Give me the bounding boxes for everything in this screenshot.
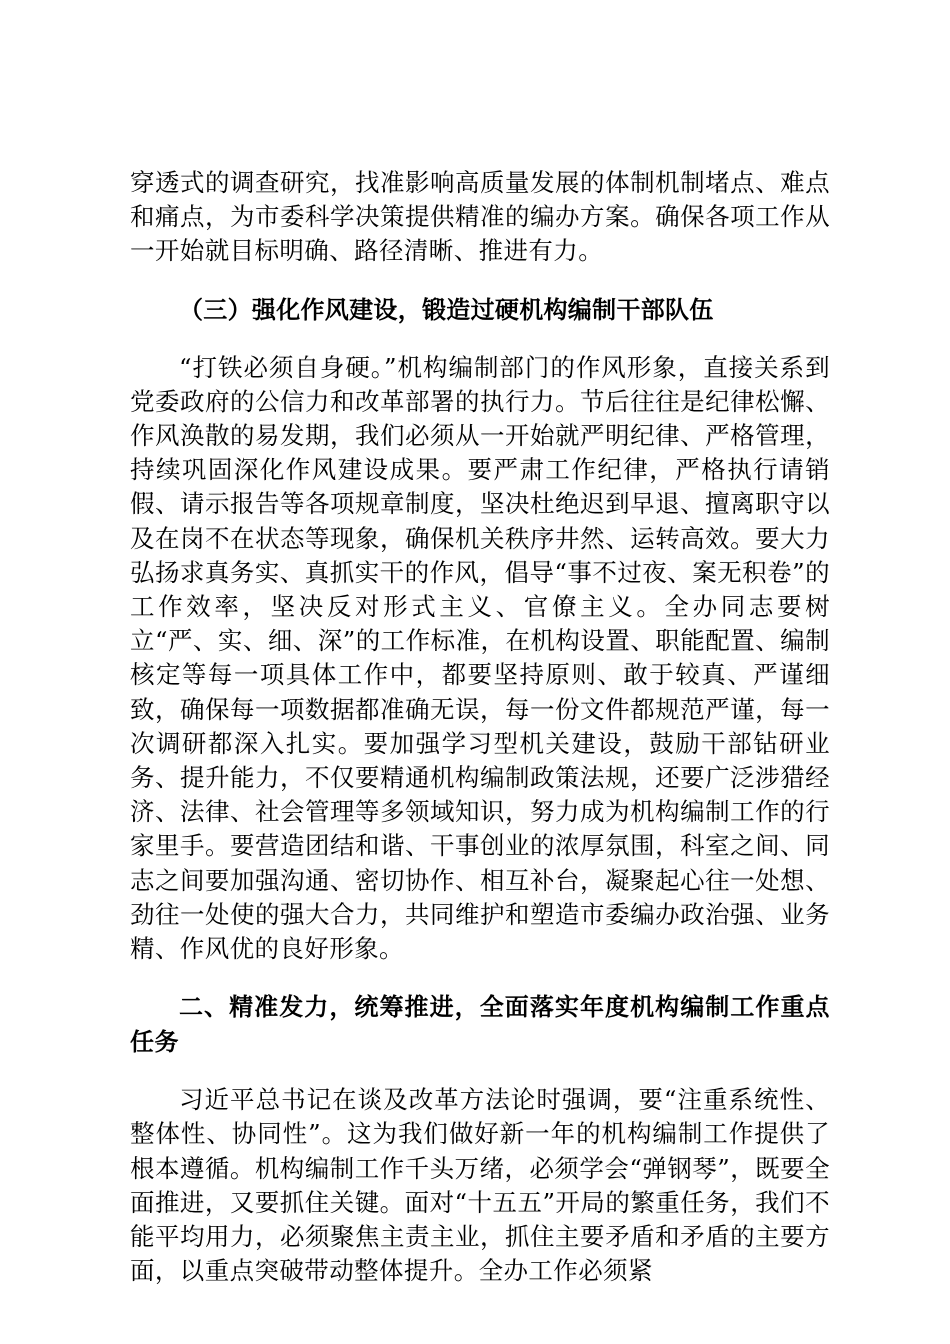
part-2-paragraph: 习近平总书记在谈及改革方法论时强调，要“注重系统性、整体性、协同性”。这为我们做好新一年的机构编制工作提供了根本遵循。机构编制工作千头万绪，必须学会“弹钢琴”，既要全面推进，又要抓住关键。面对“十五五”开局的繁重任务，我们不能平均用力，必须聚焦主责主业，抓住主要矛盾和矛盾的主要方面，以重点突破带动整体提升。全办工作必须紧 (130, 1085, 830, 1286)
section-3-heading: （三）强化作风建设，锻造过硬机构编制干部队伍 (179, 295, 714, 324)
part-2-heading: 二、精准发力，统筹推进，全面落实年度机构编制工作重点任务 (130, 993, 830, 1056)
continued-paragraph: 穿透式的调查研究，找准影响高质量发展的体制机制堵点、难点和痛点，为市委科学决策提供精准的编办方案。确保各项工作从一开始就目标明确、路径清晰、推进有力。 (130, 168, 830, 266)
section-3-paragraph: “打铁必须自身硬。”机构编制部门的作风形象，直接关系到党委政府的公信力和改革部署的执行力。节后往往是纪律松懈、作风涣散的易发期，我们必须从一开始就严明纪律、严格管理，持续巩固深化作风建设成果。要严肃工作纪律，严格执行请销假、请示报告等各项规章制度，坚决杜绝迟到早退、擅离职守以及在岗不在状态等现象，确保机关秩序井然、运转高效。要大力弘扬求真务实、真抓实干的作风，倡导“事不过夜、案无积卷”的工作效率，坚决反对形式主义、官僚主义。全办同志要树立“严、实、细、深”的工作标准，在机构设置、职能配置、编制核定等每一项具体工作中，都要坚持原则、敢于较真、严谨细致，确保每一项数据都准确无误，每一份文件都规范严谨，每一次调研都深入扎实。要加强学习型机关建设，鼓励干部钻研业务、提升能力，不仅要精通机构编制政策法规，还要广泛涉猎经济、法律、社会管理等多领域知识，努力成为机构编制工作的行家里手。要营造团结和谐、干事创业的浓厚氛围，科室之间、同志之间要加强沟通、密切协作、相互补台，凝聚起心往一处想、劲往一处使的强大合力，共同维护和塑造市委编办政治强、业务精、作风优的良好形象。 (130, 352, 830, 964)
document-page (130, 166, 830, 1288)
